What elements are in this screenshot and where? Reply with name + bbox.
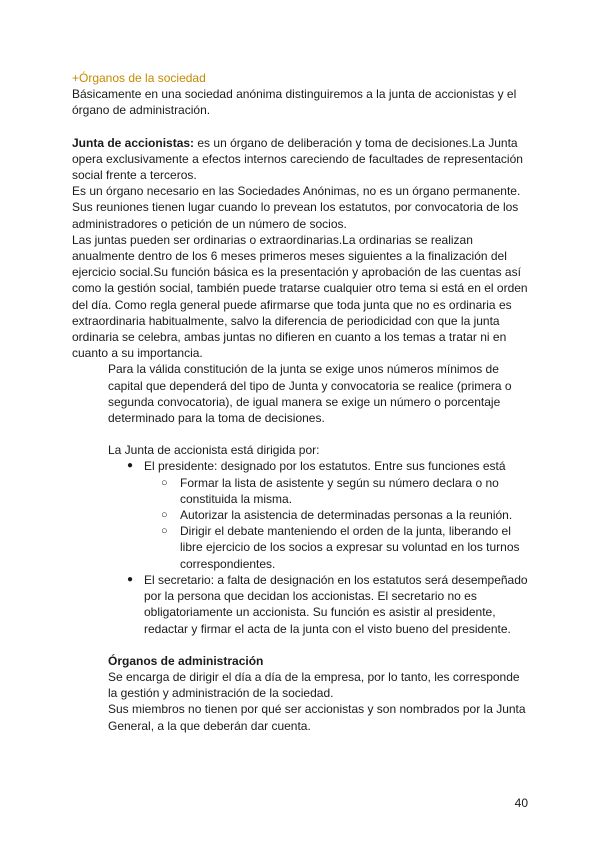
list-item-secretario [127, 572, 528, 637]
junta-paragraph-3: Las juntas pueden ser ordinarias o extraordinarias.La ordinarias se realizan anualmente dentro de los 6 meses primeros meses siguientes a la finalización del ejercicio social.Su función básica es la presentación y aprobación de las cuentas así como la gestión social, también puede tratarse cualquier otro tema si está en el orden del día. Como regla general puede afirmarse que toda junta que no es ordinaria es extraordinaria habitualmente, salvo la diferencia de periodicidad con que la junta ordinaria se celebra, ambas juntas no difieren en cuanto a los temas a tratar ni en cuanto a su importancia. [72, 232, 528, 361]
function-text: Autorizar la asistencia de determinadas personas a la reunión. [180, 508, 513, 523]
junta-label: Junta de accionistas: [72, 135, 195, 150]
hollow-bullet-icon: ○ [161, 525, 168, 538]
list-item-presidente [127, 458, 528, 571]
list-item [161, 523, 528, 572]
page-content [72, 70, 528, 734]
admin-paragraph-1: Se encarga de dirigir el día a día de la empresa, por lo tanto, les corresponde la gestión y administración de la sociedad. [108, 669, 520, 701]
junta-directed-by: La Junta de accionista está dirigida por: [108, 443, 320, 458]
presidente-functions-list [144, 475, 528, 572]
secretario-text: El secretario: a falta de designación en los estatutos será desempeñado por la persona que decidan los accionistas. El secretario no es obligatoriamente un accionista. Su función es asistir al presidente, redactar y firmar el acta de la junta con el visto bueno del presidente. [144, 572, 528, 636]
junta-paragraph-4: Para la válida constitución de la junta se exige unos números mínimos de capital que dependerá del tipo de Junta y convocatoria se realice (primera o segunda convocatoria), de igual manera se exige un número o porcentaje determinado para la toma de decisiones. [108, 362, 512, 426]
function-text: Dirigir el debate manteniendo el orden de la junta, liberando el libre ejercicio de los socios a expresar su voluntad en los turnos correspondientes. [180, 524, 520, 571]
filled-bullet-icon: ● [127, 573, 134, 585]
junta-paragraph-1 [72, 135, 528, 184]
spacer [72, 637, 528, 653]
section-title[interactable]: +Órganos de la sociedad [72, 71, 206, 85]
list-item [161, 475, 528, 507]
spacer [72, 119, 528, 135]
function-text: Formar la lista de asistente y según su número declara o no constituida la misma. [180, 475, 499, 506]
spacer [72, 426, 528, 442]
filled-bullet-icon: ● [127, 460, 134, 472]
page-number: 40 [514, 796, 528, 810]
section-intro: Básicamente en una sociedad anónima distinguiremos a la junta de accionistas y el órgano de administración. [72, 87, 517, 118]
junta-paragraph-2: Es un órgano necesario en las Sociedades Anónimas, no es un órgano permanente. Sus reuniones tienen lugar cuando lo prevean los estatutos, por convocatoria de los administradores o petición de un número de socios. [72, 184, 521, 231]
presidente-text: El presidente: designado por los estatutos. Entre sus funciones está [144, 459, 506, 474]
junta-definition: es un órgano de deliberación y toma de decisiones.La Junta opera exclusivamente a efectos internos careciendo de facultades de representación social frente a terceros. [72, 135, 523, 183]
junta-roles-list [72, 458, 528, 636]
admin-title: Órganos de administración [108, 653, 264, 668]
hollow-bullet-icon: ○ [161, 476, 168, 489]
list-item [161, 507, 528, 523]
hollow-bullet-icon: ○ [161, 509, 168, 522]
admin-paragraph-2: Sus miembros no tienen por qué ser accionistas y son nombrados por la Junta General, a la que deberán dar cuenta. [108, 702, 526, 733]
